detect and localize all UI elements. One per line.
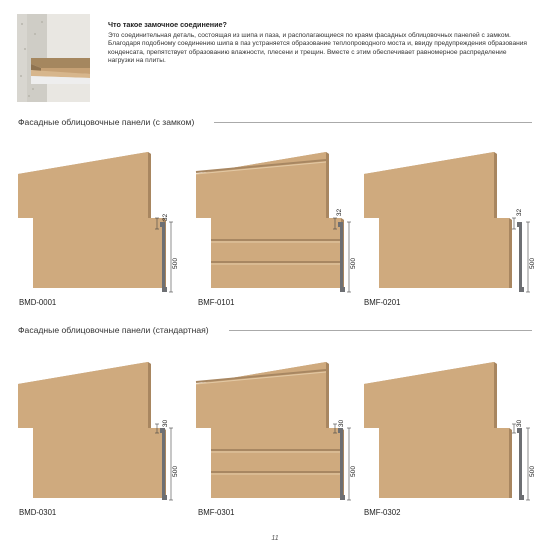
panel-side-edge xyxy=(326,152,329,218)
panel-side-edge xyxy=(494,152,497,218)
panel-side-edge xyxy=(509,218,512,288)
panel-face xyxy=(364,152,494,218)
section-title-standard: Фасадные облицовочные панели (стандартная) xyxy=(18,325,209,335)
panel-face xyxy=(379,218,509,288)
panel-profile-lip xyxy=(338,428,340,433)
intro-text: Это соединительная деталь, состоящая из шипа и паза, и располагающиеся по краям фасадных облицовочных панелей с замком. Благодаря подобному соединению шипа в паз устраняется образование теплопроводного моста и, ввиду предупреждения образования конденсата, препятствует образованию влажности, плесени и трещин. Вместе с этим обеспечивает равномерное распределение нагрузки на плиты. xyxy=(108,32,528,65)
panel-side-edge xyxy=(494,362,497,428)
panel-side-edge xyxy=(326,362,329,428)
panel-profile-lip xyxy=(343,287,345,292)
intro-title: Что такое замочное соединение? xyxy=(108,20,227,29)
dimension-thickness: 32 xyxy=(336,208,344,217)
dimension-thickness: 30 xyxy=(338,419,346,428)
panel-face xyxy=(18,152,148,218)
panel-profile xyxy=(519,222,522,292)
panel-code: BMD-0001 xyxy=(19,298,57,307)
panel-code: BMF-0201 xyxy=(364,298,401,307)
dimension-thickness: 30 xyxy=(162,419,170,428)
panel-profile-lip xyxy=(165,287,167,292)
panel-code: BMD-0301 xyxy=(19,508,57,517)
panel-side-edge xyxy=(509,428,512,498)
dimension-height: 500 xyxy=(529,257,537,270)
dimension-height: 500 xyxy=(172,465,180,478)
panel-profile xyxy=(340,428,343,500)
panel-profile xyxy=(519,428,522,500)
panel-code: BMF-0302 xyxy=(364,508,401,517)
panel-face xyxy=(211,218,341,288)
panel-face xyxy=(33,428,163,498)
panel-profile-lip xyxy=(160,222,162,227)
panel-face xyxy=(379,428,509,498)
panel-face xyxy=(211,428,341,498)
section-title-lock: Фасадные облицовочные панели (с замком) xyxy=(18,117,195,127)
dimension-thickness: 30 xyxy=(516,419,524,428)
panel-side-edge xyxy=(148,152,151,218)
panel-profile-lip xyxy=(517,428,519,433)
panel-profile xyxy=(340,222,343,292)
page-number: 11 xyxy=(271,535,279,542)
panel-profile-lip xyxy=(338,222,340,227)
panel-profile-lip xyxy=(165,495,167,500)
panel-face xyxy=(18,362,148,428)
panel-profile-lip xyxy=(160,428,162,433)
dimension-height: 500 xyxy=(529,465,537,478)
panel-face xyxy=(33,218,163,288)
panel-profile-lip xyxy=(343,495,345,500)
panel-code: BMF-0301 xyxy=(198,508,235,517)
panel-code: BMF-0101 xyxy=(198,298,235,307)
dimension-height: 500 xyxy=(172,257,180,270)
panel-side-edge xyxy=(148,362,151,428)
dimension-height: 500 xyxy=(350,257,358,270)
panel-profile-lip xyxy=(517,222,519,227)
panel-profile-lip xyxy=(522,495,524,500)
panel-profile-lip xyxy=(522,287,524,292)
panel-face xyxy=(364,362,494,428)
dimension-thickness: 32 xyxy=(516,208,524,217)
dimension-thickness: 32 xyxy=(162,213,170,222)
panel-profile xyxy=(162,222,165,292)
dimension-height: 500 xyxy=(350,465,358,478)
panel-profile xyxy=(162,428,165,500)
